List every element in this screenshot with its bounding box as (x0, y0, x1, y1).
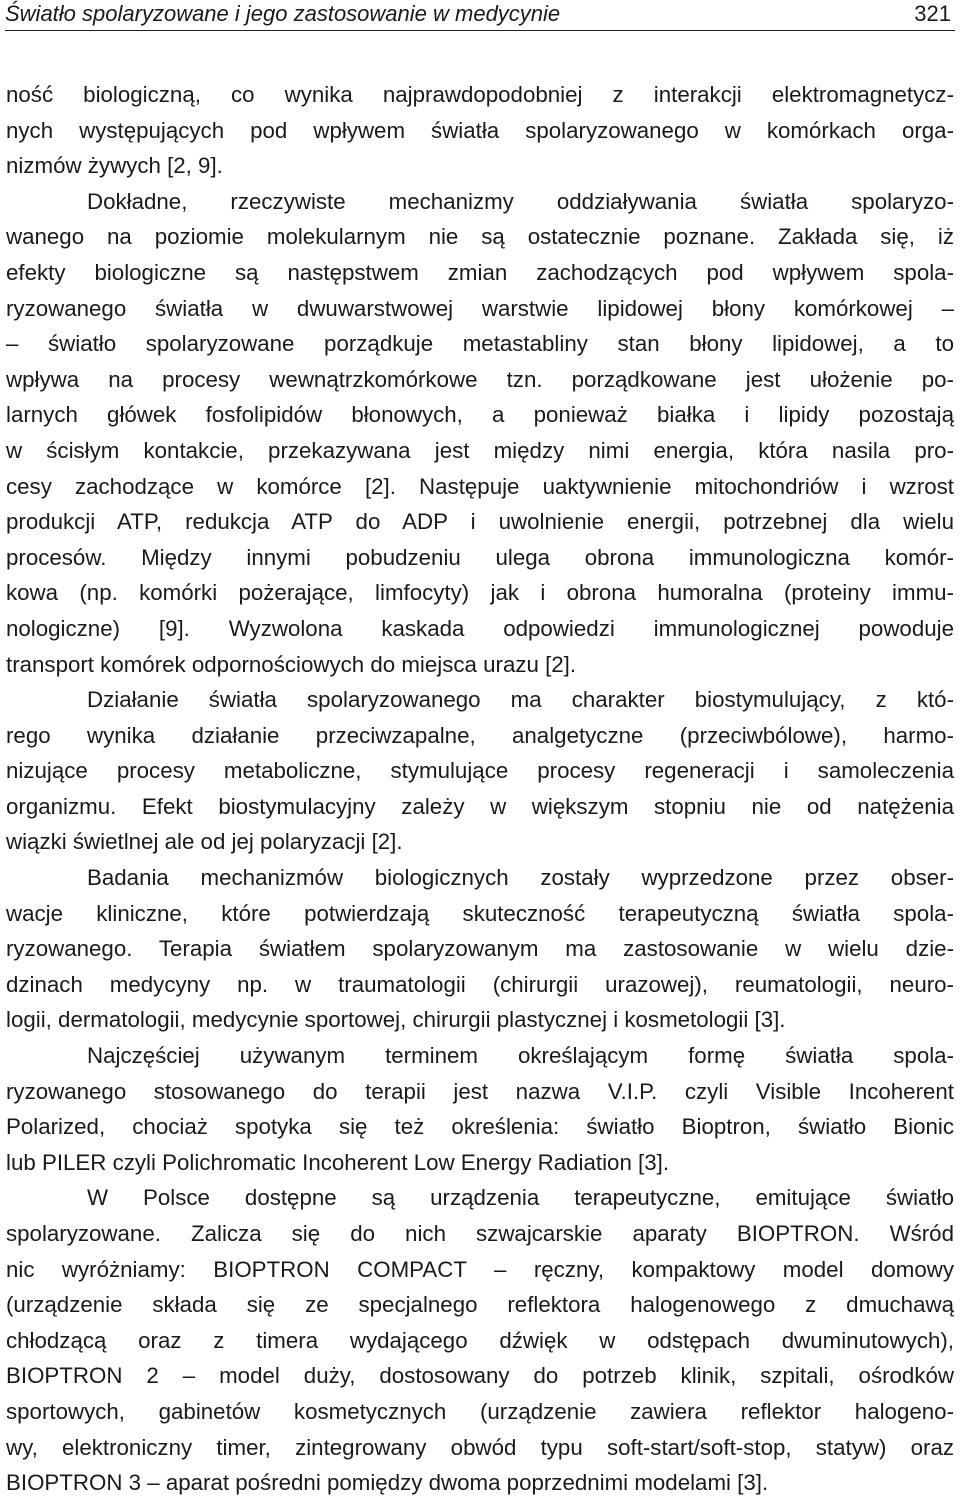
text-line: (urządzenie składa się ze specjalnego reflektora halogenowego z dmuchawą (6, 1292, 954, 1318)
text-line: dzinach medycyny np. w traumatologii (chirurgii urazowej), reumatologii, neuro- (6, 971, 954, 997)
text-line: efekty biologiczne są następstwem zmian zachodzących pod wpływem spola- (6, 259, 954, 285)
text-line: nych występujących pod wpływem światła spolaryzowanego w komórkach orga- (6, 117, 954, 143)
text-line: Polarized, chociaż spotyka się też określenia: światło Bioptron, światło Bionic (6, 1114, 954, 1140)
text-line: wpływa na procesy wewnątrzkomórkowe tzn. porządkowane jest ułożenie po- (6, 366, 954, 392)
text-line: logii, dermatologii, medycynie sportowej, chirurgii plastycznej i kosmetologii [3]. (6, 1007, 786, 1033)
paragraph-first-line: Działanie światła spolaryzowanego ma charakter biostymulujący, z któ- (87, 687, 954, 713)
body-text (6, 77, 954, 1501)
paragraph-first-line: Badania mechanizmów biologicznych zostały wyprzedzone przez obser- (87, 865, 954, 891)
text-line: transport komórek odpornościowych do miejsca urazu [2]. (6, 651, 577, 677)
running-title: Światło spolaryzowane i jego zastosowanie w medycynie (5, 1, 561, 26)
text-line: larnych główek fosfolipidów błonowych, a ponieważ białka i lipidy pozostają (6, 402, 954, 428)
text-line: cesy zachodzące w komórce [2]. Następuje uaktywnienie mitochondriów i wzrost (6, 473, 954, 499)
text-line: wiązki świetlnej ale od jej polaryzacji [2]. (6, 829, 403, 855)
text-line: spolaryzowane. Zalicza się do nich szwajcarskie aparaty BIOPTRON. Wśród (6, 1221, 954, 1246)
page-number: 321 (914, 1, 951, 26)
paragraph-first-line: Najczęściej używanym terminem określającym formę światła spola- (87, 1043, 954, 1069)
text-line: rego wynika działanie przeciwzapalne, analgetyczne (przeciwbólowe), harmo- (6, 722, 954, 748)
text-line: procesów. Między innymi pobudzeniu ulega obrona immunologiczna komór- (6, 544, 954, 570)
text-line: wanego na poziomie molekularnym nie są ostatecznie poznane. Zakłada się, iż (6, 224, 954, 250)
text-line: chłodzącą oraz z timera wydającego dźwięk w odstępach dwuminutowych), (6, 1327, 954, 1353)
text-line: sportowych, gabinetów kosmetycznych (urządzenie zawiera reflektor halogeno- (6, 1398, 954, 1424)
text-line: wy, elektroniczny timer, zintegrowany obwód typu soft-start/soft-stop, statyw) oraz (6, 1434, 954, 1460)
text-line: kowa (np. komórki pożerające, limfocyty) jak i obrona humoralna (proteiny immu- (6, 580, 954, 606)
text-line: organizmu. Efekt biostymulacyjny zależy w większym stopniu nie od natężenia (6, 793, 954, 819)
text-line: ryzowanego. Terapia światłem spolaryzowanym ma zastosowanie w wielu dzie- (6, 936, 954, 962)
text-line: BIOPTRON 2 – model duży, dostosowany do potrzeb klinik, szpitali, ośrodków (6, 1363, 954, 1389)
text-line: ność biologiczną, co wynika najprawdopodobniej z interakcji elektromagnetycz- (6, 82, 954, 107)
text-line: ryzowanego stosowanego do terapii jest nazwa V.I.P. czyli Visible Incoherent (6, 1078, 954, 1104)
text-line: lub PILER czyli Polichromatic Incoherent Low Energy Radiation [3]. (6, 1149, 670, 1175)
text-line: nic wyróżniamy: BIOPTRON COMPACT – ręczny, kompaktowy model domowy (6, 1256, 954, 1282)
text-line: nizujące procesy metaboliczne, stymulujące procesy regeneracji i samoleczenia (6, 758, 954, 784)
text-line: – światło spolaryzowane porządkuje metastabliny stan błony lipidowej, a to (6, 331, 954, 357)
text-line: w ścisłym kontakcie, przekazywana jest między nimi energia, która nasila pro- (6, 437, 954, 463)
text-line: nizmów żywych [2, 9]. (6, 153, 223, 179)
text-line: wacje kliniczne, które potwierdzają skuteczność terapeutyczną światła spola- (6, 900, 954, 926)
paragraph-first-line: W Polsce dostępne są urządzenia terapeutyczne, emitujące światło (87, 1185, 954, 1211)
text-line: BIOPTRON 3 – aparat pośredni pomiędzy dwoma poprzednimi modelami [3]. (6, 1470, 769, 1496)
paragraph-first-line: Dokładne, rzeczywiste mechanizmy oddziaływania światła spolaryzo- (87, 188, 954, 214)
text-line: produkcji ATP, redukcja ATP do ADP i uwolnienie energii, potrzebnej dla wielu (6, 509, 954, 535)
text-line: ryzowanego światła w dwuwarstwowej warstwie lipidowej błony komórkowej – (6, 295, 954, 321)
text-line: nologiczne) [9]. Wyzwolona kaskada odpowiedzi immunologicznej powoduje (6, 615, 954, 641)
running-header (5, 0, 955, 31)
